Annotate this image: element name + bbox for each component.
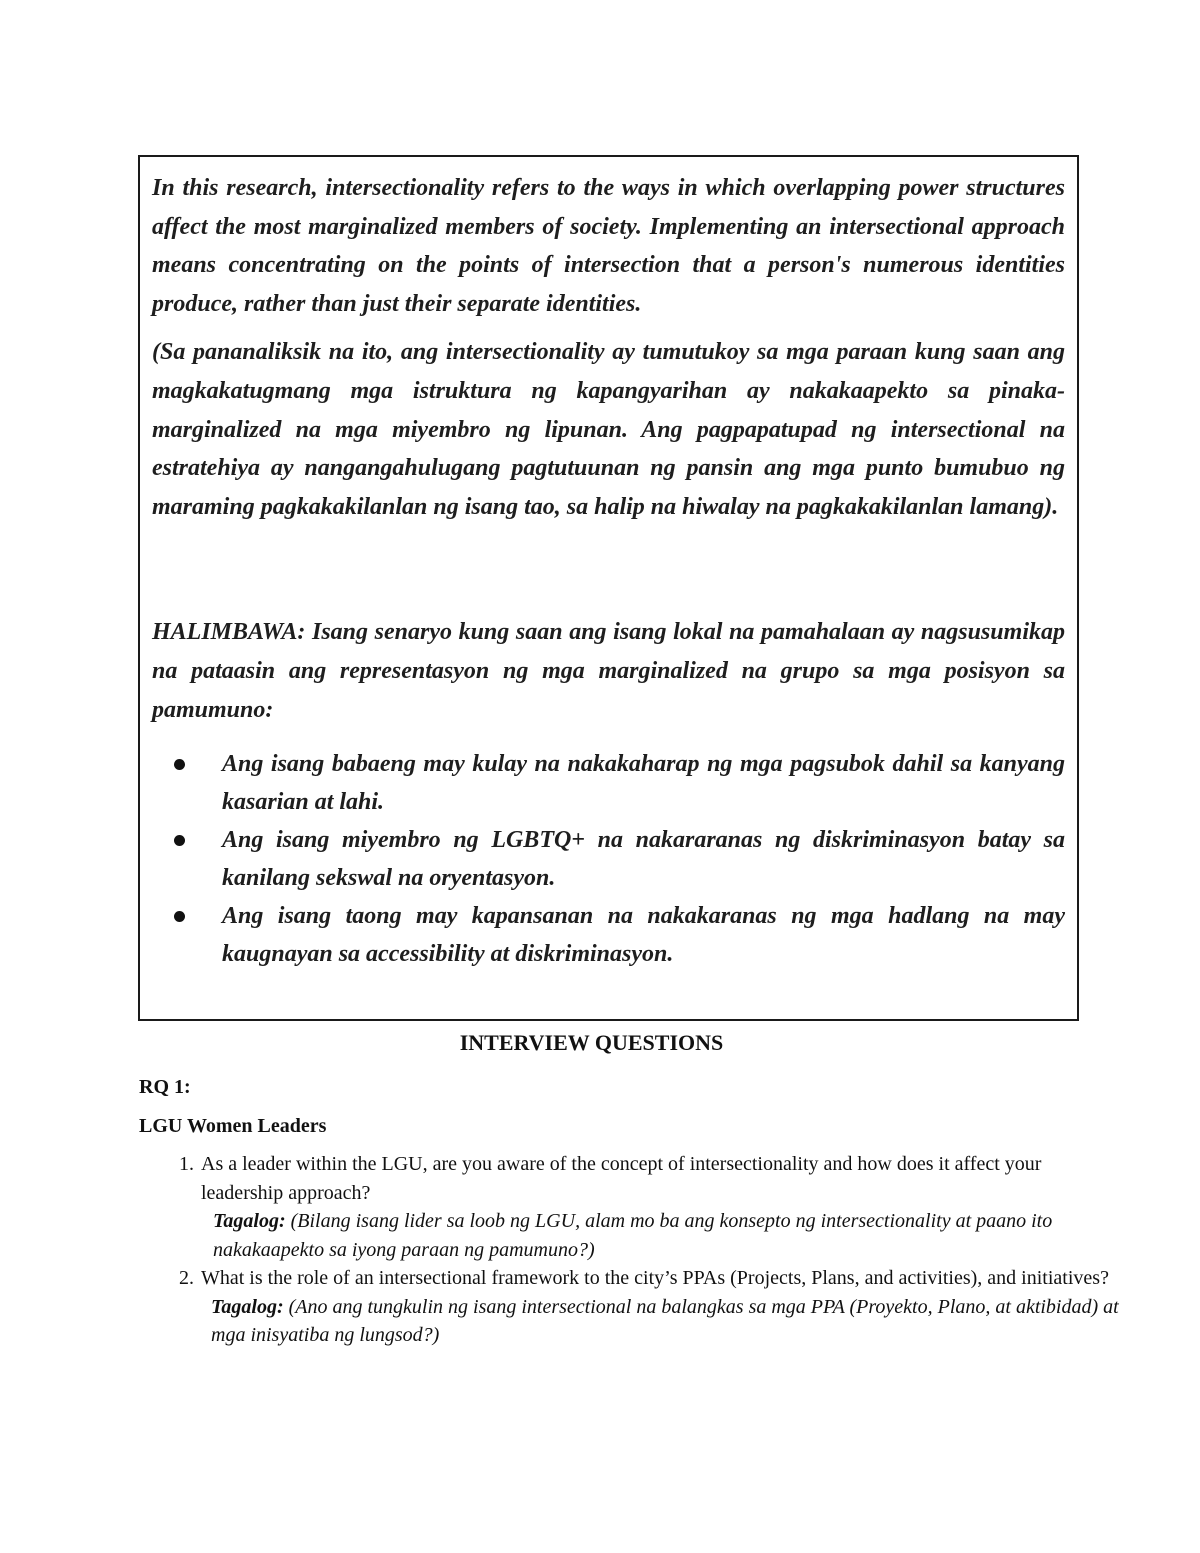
list-item: Ang isang babaeng may kulay na nakakaharap ng mga pagsubok dahil sa kanyang kasarian at lahi.	[152, 745, 1065, 821]
research-question-label: RQ 1:	[139, 1076, 191, 1098]
tagalog-text: (Ano ang tungkulin ng isang intersectional na balangkas sa mga PPA (Proyekto, Plano, at aktibidad) at mga inisyatiba ng lungsod?)	[211, 1295, 1119, 1346]
question-number: 1.	[179, 1153, 194, 1175]
definition-english: In this research, intersectionality refers to the ways in which overlapping power structures affect the most marginalized members of society. Implementing an intersectional approach means concentrating on the points of intersection that a person's numerous identities produce, rather than just their separate identities.	[152, 175, 1065, 317]
question-text: As a leader within the LGU, are you aware of the concept of intersectionality and how does it affect your leadership approach?	[201, 1153, 1042, 1204]
question-number: 2.	[179, 1267, 194, 1289]
tagalog-label: Tagalog:	[213, 1210, 286, 1232]
example-list	[152, 745, 1065, 973]
list-item: Ang isang taong may kapansanan na nakakaranas ng mga hadlang na may kaugnayan sa accessibility at diskriminasyon.	[152, 897, 1065, 973]
definition-box	[138, 155, 1079, 1021]
definition-tagalog: (Sa pananaliksik na ito, ang intersectionality ay tumutukoy sa mga paraan kung saan ang magkakatugmang mga istruktura ng kapangyarihan ay nakakaapekto sa pinaka-marginalized na mga miyembro ng lipunan. Ang pagpapatupad ng intersectional na estratehiya ay nangangahulugang pagtutuunan ng pansin ang mga punto bumubuo ng maraming pagkakakilanlan ng isang tao, sa halip na hiwalay na pagkakakilanlan lamang).	[152, 339, 1065, 520]
question-item	[139, 1150, 1119, 1264]
bullet-icon	[174, 759, 185, 770]
list-item: Ang isang miyembro ng LGBTQ+ na nakararanas ng diskriminasyon batay sa kanilang sekswal na oryentasyon.	[152, 821, 1065, 897]
question-list	[139, 1150, 1119, 1350]
question-item	[139, 1264, 1119, 1350]
bullet-icon	[174, 835, 185, 846]
interview-section	[139, 1030, 1119, 1350]
tagalog-label: Tagalog:	[211, 1295, 284, 1318]
section-title: INTERVIEW QUESTIONS	[459, 1030, 724, 1055]
question-tagalog	[211, 1293, 1119, 1350]
question-tagalog	[213, 1207, 1119, 1264]
respondent-group: LGU Women Leaders	[139, 1115, 327, 1137]
tagalog-text: (Bilang isang lider sa loob ng LGU, alam mo ba ang konsepto ng intersectionality at paano ito nakakaapekto sa iyong paraan ng pamumuno?)	[213, 1210, 1053, 1261]
example-intro: HALIMBAWA: Isang senaryo kung saan ang isang lokal na pamahalaan ay nagsusumikap na pataasin ang representasyon ng mga marginalized na grupo sa mga posisyon sa pamumuno:	[152, 619, 1065, 723]
question-text: What is the role of an intersectional framework to the city’s PPAs (Projects, Plans, and activities), and initiatives?	[201, 1267, 1109, 1289]
bullet-icon	[174, 911, 185, 922]
